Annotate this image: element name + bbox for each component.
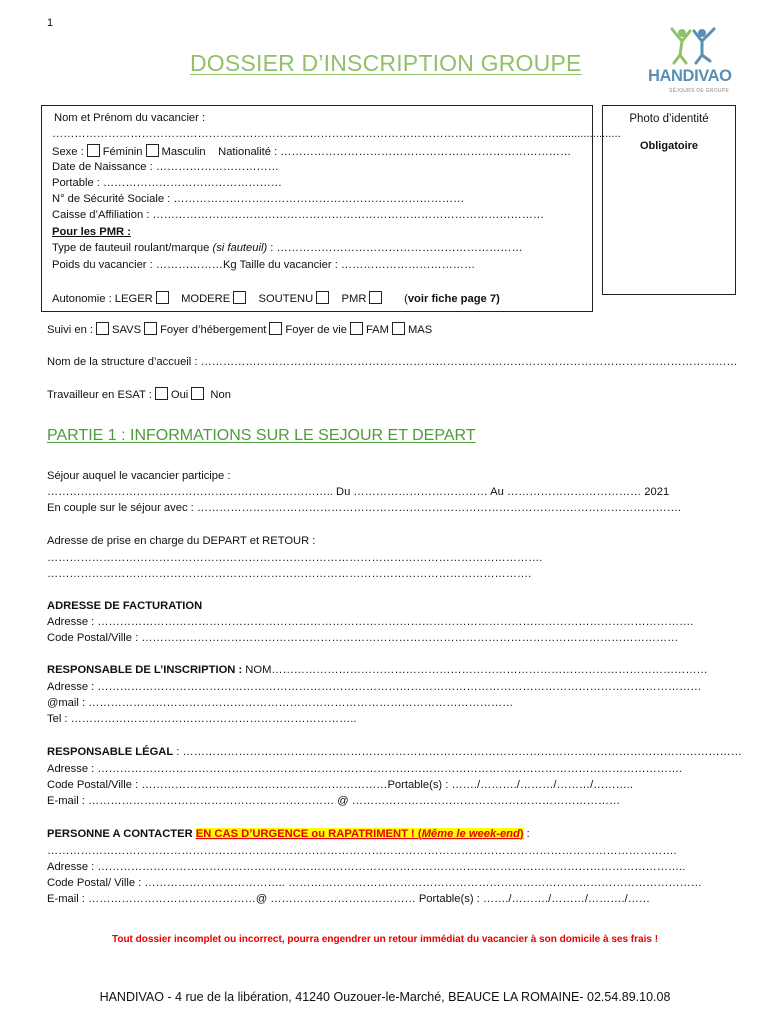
portable-field[interactable]: Portable : ………………………………………… xyxy=(52,177,282,189)
sejour-dates-field[interactable]: ………………………………………………………………….. Du ……………………………… Au ……………………………… 2021 xyxy=(47,486,670,498)
soutenu-label: SOUTENU xyxy=(258,293,314,305)
responsable-inscription-adresse-field[interactable]: Adresse : ……………………………………………………………………………………………………………………………………………… xyxy=(47,681,702,693)
responsable-inscription-nom-field[interactable]: NOM……………………………………………………………………………………………………… xyxy=(245,664,708,676)
handivao-logo xyxy=(642,25,742,105)
contact-urgence-adresse-field[interactable]: Adresse : ………………………………………………………………………………………………………………………………………….. xyxy=(47,861,686,873)
logo-text: HANDIVAO xyxy=(648,67,732,85)
sexe-row xyxy=(52,144,571,158)
sejour-label: Séjour auquel le vacancier participe : xyxy=(47,470,231,482)
esat-oui-label: Oui xyxy=(170,389,189,401)
contact-urgence-cp-field[interactable]: Code Postal/ Ville : ……………………………….. ………………………………………………………………………………………………… xyxy=(47,877,702,889)
autonomie-note: voir fiche page 7) xyxy=(407,293,500,305)
responsable-legal-row xyxy=(47,746,742,758)
masculin-label: Masculin xyxy=(161,146,206,158)
fauteuil-dots: : ………………………………………………………… xyxy=(267,242,523,254)
contact-urgence-highlight xyxy=(196,828,524,840)
contact-urgence-email-field[interactable]: E-mail : ………………………………………@ ………………………………… Portable(s) : ……./………./………/………./…… xyxy=(47,893,651,905)
fauteuil-label: Type de fauteuil roulant/marque xyxy=(52,242,213,254)
esat-row xyxy=(47,387,231,401)
foyer-vie-checkbox[interactable] xyxy=(269,322,282,335)
responsable-inscription-tel-field[interactable]: Tel : ………………………………………………………………….. xyxy=(47,713,357,725)
contact-urgence-row xyxy=(47,828,530,840)
responsable-legal-name-field[interactable]: : …………………………………………………………………………………………………………………………………… xyxy=(173,746,742,758)
poids-taille-field[interactable]: Poids du vacancier : ………………Kg Taille du vacancier : ……………………………… xyxy=(52,259,476,271)
autonomie-note-open: ( xyxy=(404,293,408,305)
fam-label: FAM xyxy=(365,324,389,336)
responsable-legal-adresse-field[interactable]: Adresse : …………………………………………………………………………………………………………………………………………. xyxy=(47,763,683,775)
photo-box xyxy=(602,105,736,295)
responsable-legal-cp-field[interactable]: Code Postal/Ville : …………………………………………………………Portable(s) : ……./………./………/………/……….. xyxy=(47,779,633,791)
name-field[interactable]: ………………………………………………………………………………………………………………………..................... xyxy=(52,128,621,140)
feminin-label: Féminin xyxy=(102,146,143,158)
savs-label: SAVS xyxy=(112,324,142,336)
foyer-vie-label: Foyer de vie xyxy=(285,324,347,336)
responsable-legal-heading: RESPONSABLE LÉGAL xyxy=(47,746,174,758)
people-figures-icon xyxy=(664,25,724,67)
esat-non-checkbox[interactable] xyxy=(191,387,204,400)
secu-field[interactable]: N° de Sécurité Sociale : …………………………………………………………………… xyxy=(52,193,465,205)
responsable-inscription-row xyxy=(47,664,708,676)
fauteuil-note: (si fauteuil) xyxy=(212,242,268,254)
savs-checkbox[interactable] xyxy=(96,322,109,335)
contact-urgence-name-field[interactable]: ……………………………………………………………………………………………………………………………………………………. xyxy=(47,845,677,857)
soutenu-checkbox[interactable] xyxy=(316,291,329,304)
pmr-label: PMR xyxy=(341,293,367,305)
esat-non-label: Non xyxy=(210,389,231,401)
pmr-heading: Pour les PMR : xyxy=(52,226,131,238)
adresse-depart-line-2[interactable]: …………………………………………………………………………………………………………………. xyxy=(47,568,532,580)
structure-field[interactable]: Nom de la structure d’accueil : ……………………………………………………………………………………………………………………………… xyxy=(47,356,738,368)
sexe-label: Sexe : xyxy=(52,146,84,158)
photo-required: Obligatoire xyxy=(639,140,699,152)
page-number: 1 xyxy=(47,17,54,29)
responsable-inscription-mail-field[interactable]: @mail : …………………………………………………………………………………………………… xyxy=(47,697,514,709)
autonomie-row xyxy=(52,291,500,305)
facturation-adresse-field[interactable]: Adresse : ……………………………………………………………………………………………………………………………………………. xyxy=(47,616,694,628)
nationalite-field[interactable]: Nationalité : …………………………………………………………………… xyxy=(218,146,572,158)
modere-label: MODERE xyxy=(181,293,231,305)
couple-field[interactable]: En couple sur le séjour avec : …………………………………………………………………………………………………………………. xyxy=(47,502,682,514)
name-label: Nom et Prénom du vacancier : xyxy=(54,112,206,124)
leger-checkbox[interactable] xyxy=(156,291,169,304)
contact-urgence-heading: PERSONNE A CONTACTER xyxy=(47,828,196,840)
pmr-checkbox[interactable] xyxy=(369,291,382,304)
fam-checkbox[interactable] xyxy=(350,322,363,335)
suivi-label: Suivi en : xyxy=(47,324,94,336)
facturation-cp-field[interactable]: Code Postal/Ville : ……………………………………………………………………………………………………………………………… xyxy=(47,632,679,644)
responsable-inscription-heading: RESPONSABLE DE L’INSCRIPTION : xyxy=(47,664,246,676)
facturation-heading: ADRESSE DE FACTURATION xyxy=(47,600,203,612)
fauteuil-field[interactable] xyxy=(52,242,523,254)
suivi-row xyxy=(47,322,432,336)
section-1-title: PARTIE 1 : INFORMATIONS SUR LE SEJOUR ET DEPART xyxy=(47,427,476,444)
contact-urgence-colon: : xyxy=(523,828,530,840)
footer-address: HANDIVAO - 4 rue de la libération, 41240 Ouzouer-le-Marché, BEAUCE LA ROMAINE- 02.54.89.10.08 xyxy=(99,990,671,1004)
adresse-depart-label: Adresse de prise en charge du DEPART et RETOUR : xyxy=(47,535,316,547)
foyer-hebergement-checkbox[interactable] xyxy=(144,322,157,335)
contact-urgence-close: ) xyxy=(519,828,524,840)
naissance-field[interactable]: Date de Naissance : …………………………… xyxy=(52,161,279,173)
masculin-checkbox[interactable] xyxy=(146,144,159,157)
photo-label: Photo d’identité xyxy=(629,113,709,125)
incomplete-warning: Tout dossier incomplet ou incorrect, pourra engendrer un retour immédiat du vacancier à son domicile à ses frais ! xyxy=(111,934,659,945)
responsable-legal-email-field[interactable]: E-mail : ………………………………………………………… @ ……………………………………………………………… xyxy=(47,795,621,807)
contact-urgence-highlight-text: EN CAS D’URGENCE ou RAPATRIMENT ! ( xyxy=(195,828,422,840)
document-title: DOSSIER D’INSCRIPTION GROUPE xyxy=(190,50,582,76)
feminin-checkbox[interactable] xyxy=(87,144,100,157)
adresse-depart-line-1[interactable]: ……………………………………………………………………………………………………………………. xyxy=(47,552,543,564)
modere-checkbox[interactable] xyxy=(233,291,246,304)
logo-tagline: SÉJOURS DE GROUPE xyxy=(669,88,730,94)
mas-checkbox[interactable] xyxy=(392,322,405,335)
contact-urgence-weekend: Même le week-end xyxy=(421,828,520,840)
foyer-hebergement-label: Foyer d’hébergement xyxy=(160,324,267,336)
autonomie-label: Autonomie : LEGER xyxy=(52,293,153,305)
caisse-field[interactable]: Caisse d’Affiliation : …………………………………………………………………………………………… xyxy=(52,209,545,221)
esat-oui-checkbox[interactable] xyxy=(155,387,168,400)
mas-label: MAS xyxy=(407,324,433,336)
esat-label: Travailleur en ESAT : xyxy=(47,389,152,401)
